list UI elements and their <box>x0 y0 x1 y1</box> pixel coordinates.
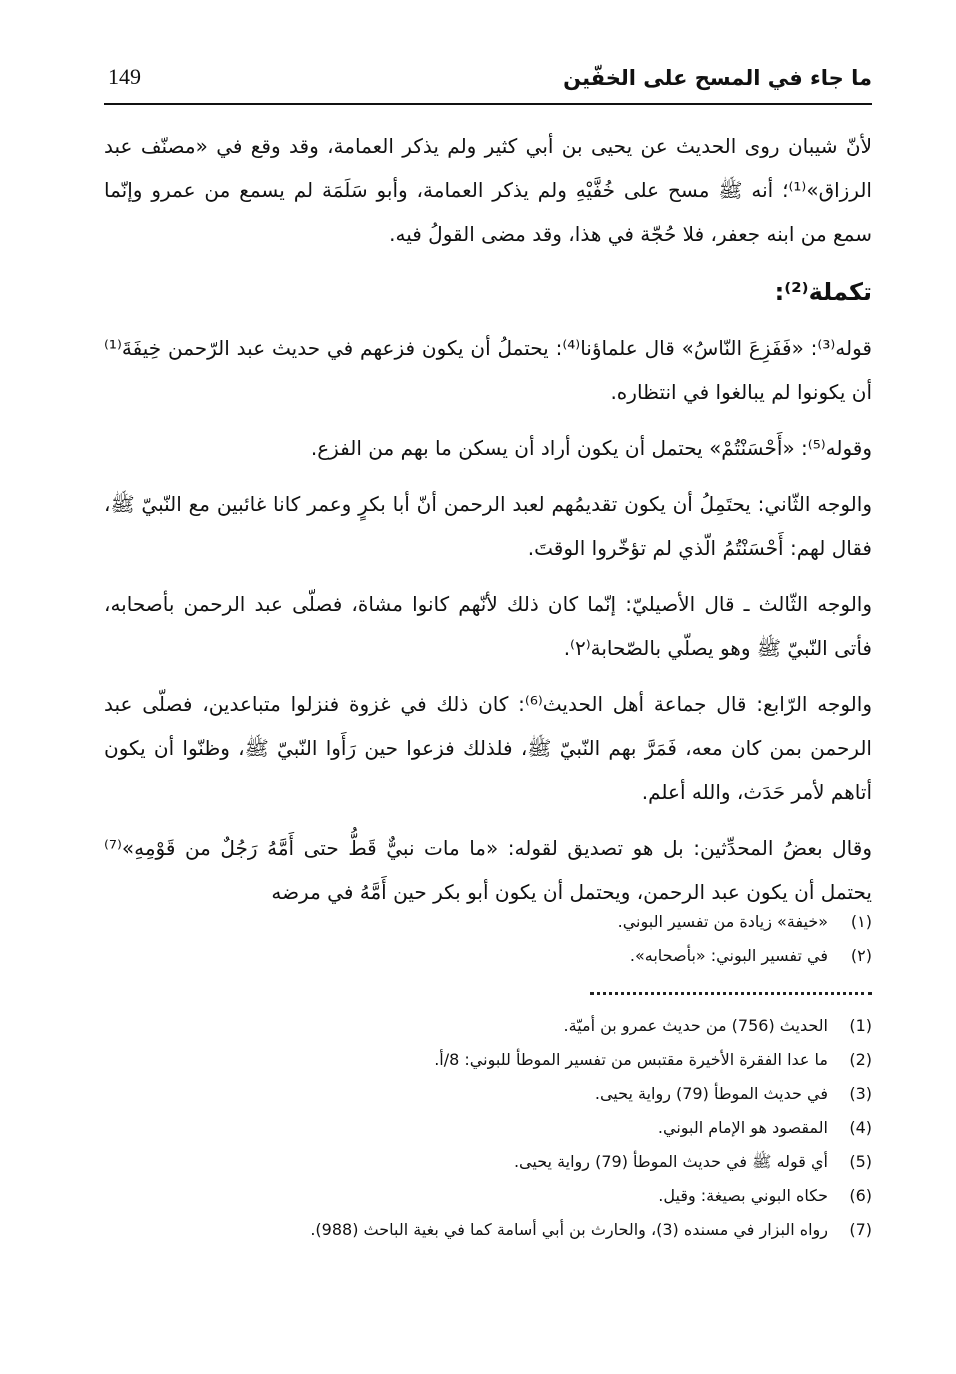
footnote <box>104 1220 872 1254</box>
running-header: ما جاء في المسح على الخفّين <box>563 66 872 90</box>
section-heading: تكملة⁽²⁾: <box>774 278 872 306</box>
footnote-number: (5) <box>849 1152 872 1171</box>
footnote <box>104 1016 872 1050</box>
variant-note-number: (٢) <box>850 946 872 965</box>
footnote-text: المقصود هو الإمام البوني. <box>657 1118 828 1137</box>
footnote-number: (2) <box>849 1050 872 1069</box>
page-number: 149 <box>108 64 141 89</box>
footnote-number: (7) <box>849 1220 872 1239</box>
paragraph-7: وقال بعضُ المحدِّثين: بل هو تصديق لقوله: «ما مات نبيٌّ قَطُّ حتى أَمَّهُ رَجُلٌ من قَوْمِهِ»⁽⁷⁾ يحتمل أن يكون عبد الرحمن، ويحتمل أن يكون أبو بكر حين أَمَّهُ في مرضه <box>104 836 872 904</box>
footnotes <box>104 1016 872 1254</box>
paragraph-1: لأنّ شيبان روى الحديث عن يحيى بن أبي كثير ولم يذكر العمامة، وقد وقع في «مصنّف عبد الرزاق»⁽¹⁾؛ أنه ﷺ مسح على خُفَّيْهِ ولم يذكر العمامة، وأبو سَلَمَة لم يسمع من عمرو وإنّما سمع من ابنه جعفر، فلا حُجّة في هذا، وقد مضى القولُ فيه. <box>104 134 872 246</box>
paragraph-6: والوجه الرّابع: قال جماعة أهل الحديث⁽⁶⁾: كان ذلك في غزوة فنزلوا متباعدين، فصلّى عبد الرحمن بمن كان معه، فَمَرَّ بهم النّبيّ ﷺ، فلذلك فزعوا حين رَأَوا النّبيّ ﷺ، وظنّوا أن يكون أتاهم لأمر حَدَث، والله أعلم. <box>104 692 872 804</box>
footnote-number: (1) <box>849 1016 872 1035</box>
footnote-number: (4) <box>849 1118 872 1137</box>
variant-note <box>104 912 872 946</box>
footnote-number: (6) <box>849 1186 872 1205</box>
footnote-text: في حديث الموطأ (79) رواية يحيى. <box>594 1084 828 1103</box>
paragraph-4: والوجه الثّاني: يحتَمِلُ أن يكون تقديمُهم لعبد الرحمن أنّ أبا بكرٍ وعمر كانا غائبين مع النّبيّ ﷺ، فقال لهم: أَحْسَنْتُمُ الّذي لم تؤخّروا الوقتَ. <box>104 492 872 560</box>
footnote <box>104 1118 872 1152</box>
footnote-text: حكاه البوني بصيغة: وقيل. <box>658 1186 828 1205</box>
footnote-text: أي قوله ﷺ في حديث الموطأ (79) رواية يحيى. <box>513 1152 828 1171</box>
footnote <box>104 1152 872 1186</box>
paragraph-5: والوجه الثّالث ـ قال الأصيليّ: إنّما كان ذلك لأنّهم كانوا مشاة، فصلّى عبد الرحمن بأصحابه، فأتى النّبيّ ﷺ وهو يصلّي بالصّحابة⁽٢⁾. <box>104 592 872 660</box>
footnote-text: الحديث (756) من حديث عمرو بن أميّة. <box>563 1016 828 1035</box>
footnote <box>104 1050 872 1084</box>
variant-note-text: في تفسير البوني: «بأصحابه». <box>629 946 828 965</box>
footnote <box>104 1186 872 1220</box>
dotted-separator <box>590 992 872 995</box>
variant-note-number: (١) <box>850 912 872 931</box>
paragraph-3: وقوله⁽⁵⁾: «أَحْسَنْتُمْ» يحتمل أن يكون أراد أن يسكن ما بهم من الفزع. <box>310 436 872 460</box>
footnote-text: رواه البزار في مسنده (3)، والحارث بن أبي أسامة كما في بغية الباحث (988). <box>310 1220 828 1239</box>
footnote-text: ما عدا الفقرة الأخيرة مقتبس من تفسير الموطأ للبوني: 8/أ. <box>434 1050 828 1069</box>
variant-note-text: «خيفة» زيادة من تفسير البوني. <box>617 912 828 931</box>
footnote <box>104 1084 872 1118</box>
main-text <box>104 124 872 926</box>
variant-note <box>104 946 872 980</box>
variant-notes <box>104 912 872 980</box>
footnote-number: (3) <box>849 1084 872 1103</box>
header-rule <box>104 103 872 105</box>
paragraph-2: قوله⁽³⁾: «فَفَزِعَ النّاسُ» قال علماؤنا⁽⁴⁾: يحتملُ أن يكون فزعهم في حديث عبد الرّحمن خِيفَةَ⁽¹⁾ أن يكونوا لم يبالغوا في انتظاره. <box>104 336 872 404</box>
